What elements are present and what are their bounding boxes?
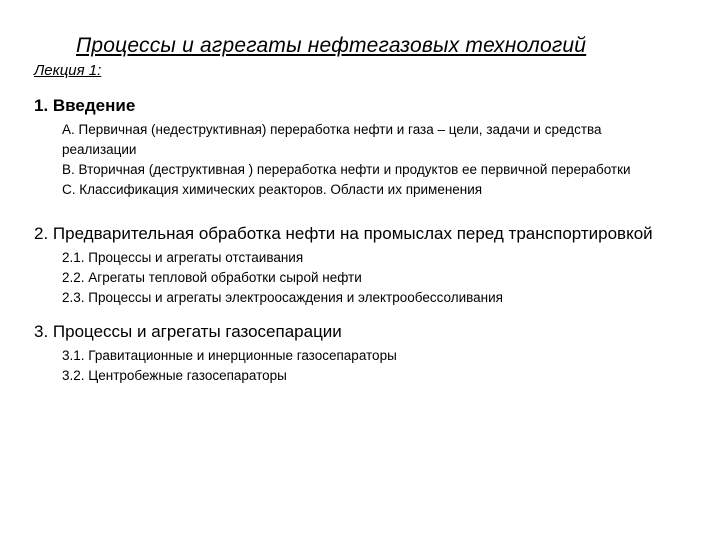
section-oil-preprocessing bbox=[34, 224, 714, 308]
section-heading: 1. Введение bbox=[34, 96, 136, 115]
item-text: Классификация химических реакторов. Области их применения bbox=[79, 182, 483, 197]
list-item: 2.3. Процессы и агрегаты электроосаждения и электрообессоливания bbox=[62, 290, 503, 305]
section-gas-separation bbox=[34, 322, 714, 386]
list-item bbox=[62, 180, 672, 200]
lecture-label: Лекция 1: bbox=[34, 62, 102, 79]
item-text: Первичная (недеструктивная) переработка нефти и газа – цели, задачи и средства реализации bbox=[62, 122, 602, 157]
item-letter: А. bbox=[62, 122, 75, 137]
list-item bbox=[62, 160, 672, 180]
item-letter: С. bbox=[62, 182, 76, 197]
section-introduction bbox=[34, 96, 714, 200]
section-items bbox=[62, 346, 714, 386]
list-item: 3.2. Центробежные газосепараторы bbox=[62, 368, 287, 383]
item-letter: В. bbox=[62, 162, 75, 177]
list-item: 3.1. Гравитационные и инерционные газосепараторы bbox=[62, 348, 397, 363]
list-item: 2.2. Агрегаты тепловой обработки сырой нефти bbox=[62, 270, 362, 285]
section-heading: 3. Процессы и агрегаты газосепарации bbox=[34, 322, 342, 341]
section-heading: 2. Предварительная обработка нефти на промыслах перед транспортировкой bbox=[34, 224, 653, 243]
list-item: 2.1. Процессы и агрегаты отстаивания bbox=[62, 250, 304, 265]
section-items bbox=[62, 248, 714, 308]
slide-title: Процессы и агрегаты нефтегазовых технологий bbox=[76, 34, 587, 57]
list-item bbox=[62, 120, 672, 160]
section-items bbox=[62, 120, 714, 200]
item-text: Вторичная (деструктивная ) переработка нефти и продуктов ее первичной переработки bbox=[78, 162, 631, 177]
